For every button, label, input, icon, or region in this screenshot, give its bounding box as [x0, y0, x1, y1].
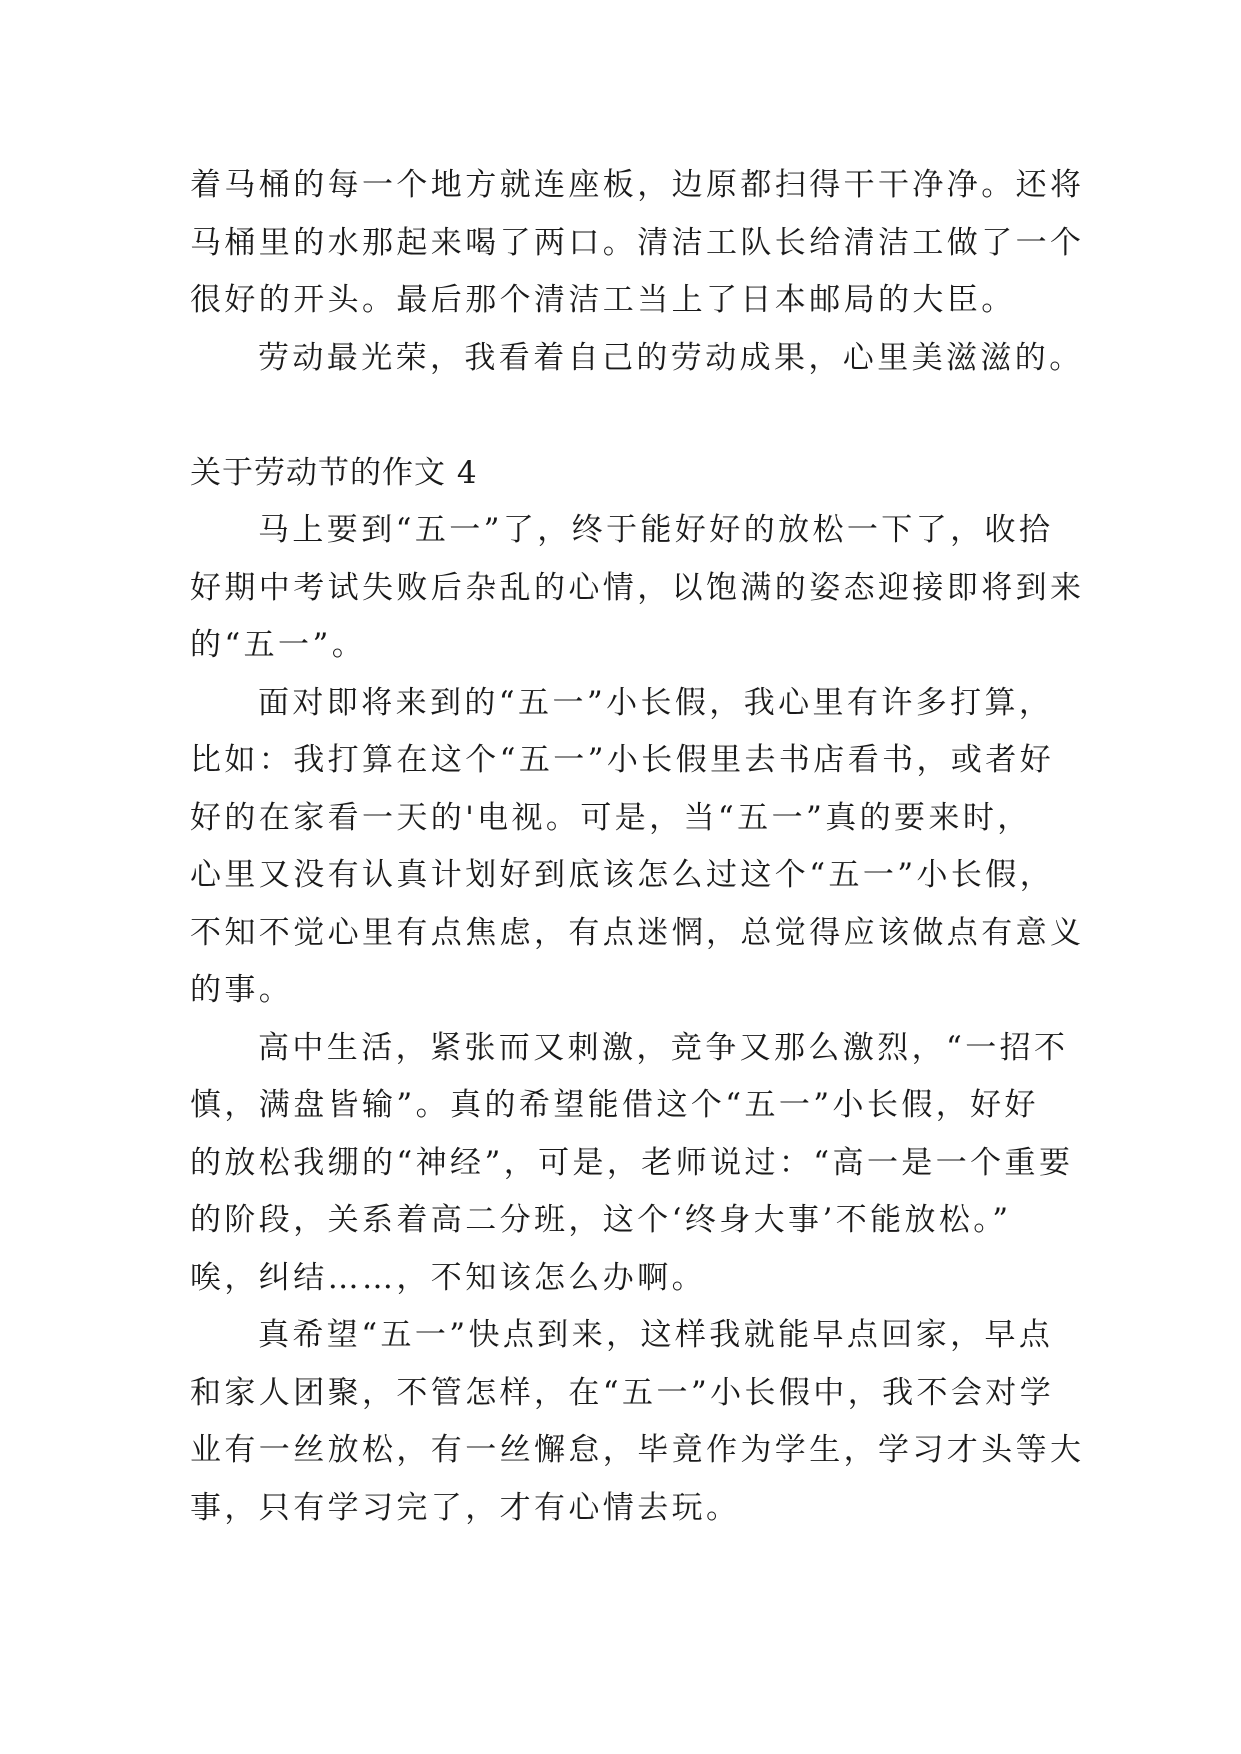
paragraph-line: 的放松我绷的“神经”，可是，老师说过：“高一是一个重要	[190, 1145, 1074, 1181]
paragraph-line: 马上要到“五一”了，终于能好好的放松一下了，收拾	[258, 512, 1054, 548]
paragraph-line: 劳动最光荣，我看着自己的劳动成果，心里美滋滋的。	[258, 340, 1084, 376]
paragraph-line: 很好的开头。最后那个清洁工当上了日本邮局的大臣。	[190, 282, 1016, 318]
paragraph-line: 高中生活，紧张而又刺激，竞争又那么激烈，“一招不	[258, 1030, 1069, 1066]
paragraph-line: 马桶里的水那起来喝了两口。清洁工队长给清洁工做了一个	[190, 225, 1085, 261]
paragraph-line: 业有一丝放松，有一丝懈怠，毕竟作为学生，学习才头等大	[190, 1432, 1085, 1468]
paragraph-line: 着马桶的每一个地方就连座板，边原都扫得干干净净。还将	[190, 167, 1085, 203]
paragraph-line: 真希望“五一”快点到来，这样我就能早点回家，早点	[258, 1317, 1054, 1353]
paragraph-line: 慎，满盘皆输”。真的希望能借这个“五一”小长假，好好	[190, 1087, 1039, 1123]
paragraph-line: 的“五一”。	[190, 627, 367, 663]
paragraph-line: 和家人团聚，不管怎样，在“五一”小长假中，我不会对学	[190, 1375, 1055, 1411]
paragraph-line: 不知不觉心里有点焦虑，有点迷惘，总觉得应该做点有意义	[190, 915, 1085, 951]
paragraph-line: 唉，纠结……，不知该怎么办啊。	[190, 1260, 706, 1296]
section-title: 关于劳动节的作文 4	[190, 455, 478, 491]
paragraph-line: 面对即将来到的“五一”小长假，我心里有许多打算，	[258, 685, 1054, 721]
paragraph-line: 的阶段，关系着高二分班，这个‘终身大事’不能放松。”	[190, 1202, 1012, 1238]
paragraph-line: 的事。	[190, 972, 294, 1008]
paragraph-line: 好的在家看一天的'电视。可是，当“五一”真的要来时，	[190, 800, 1032, 836]
paragraph-line: 心里又没有认真计划好到底该怎么过这个“五一”小长假，	[190, 857, 1055, 893]
paragraph-line: 比如：我打算在这个“五一”小长假里去书店看书，或者好	[190, 742, 1055, 778]
paragraph-line: 好期中考试失败后杂乱的心情，以饱满的姿态迎接即将到来	[190, 570, 1085, 606]
paragraph-line: 事，只有学习完了，才有心情去玩。	[190, 1490, 741, 1526]
